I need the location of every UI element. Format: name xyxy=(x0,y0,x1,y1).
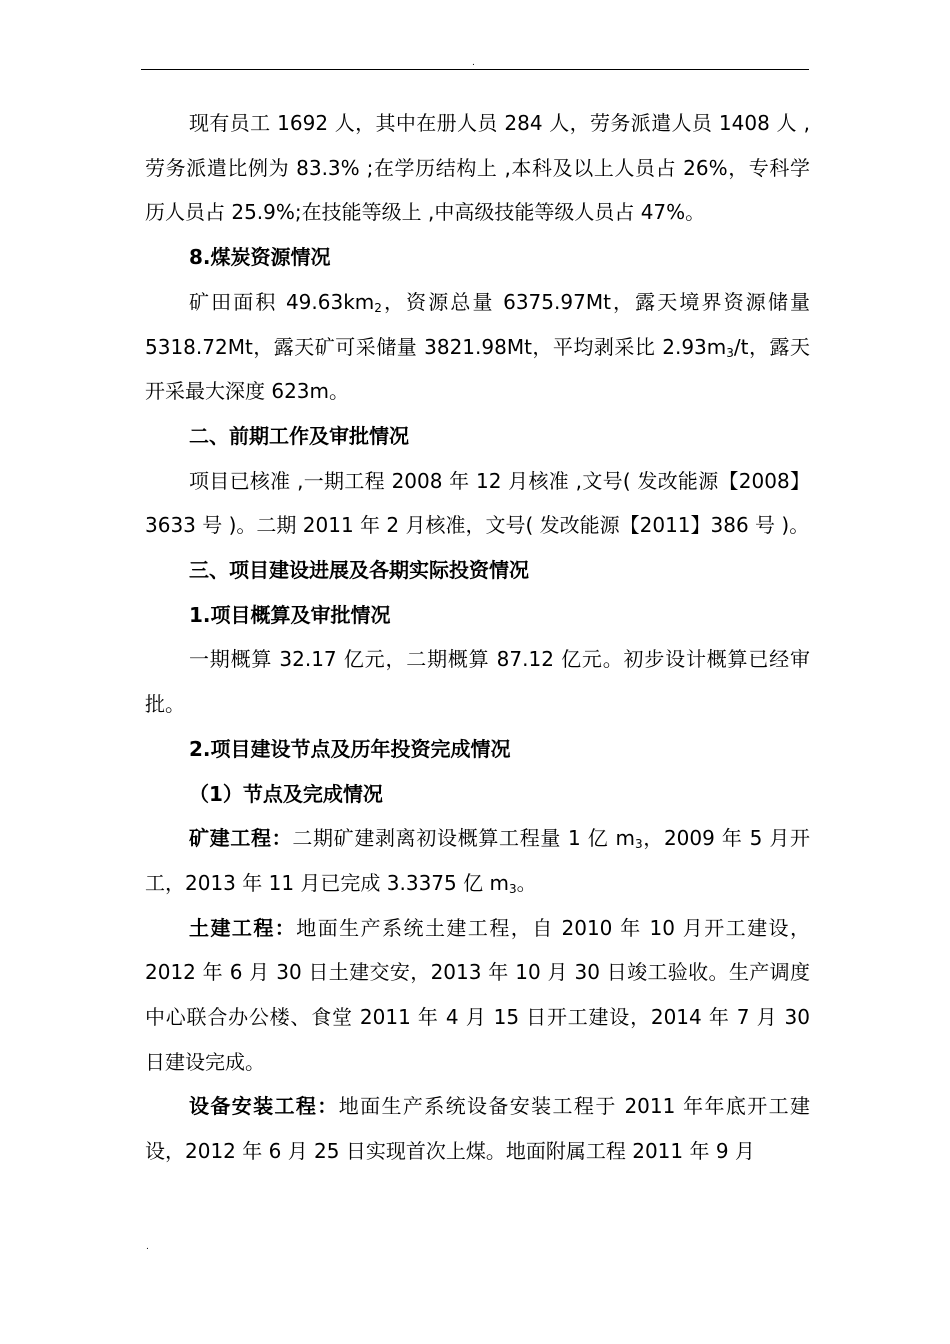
paragraph-coal-resources xyxy=(145,280,810,414)
subscript: 3 xyxy=(726,345,734,360)
text-segment: ，2009 年 5 月开工，2013 年 11 月已完成 3.3375 亿 m xyxy=(145,826,810,895)
subscript: 3 xyxy=(508,881,517,896)
text-segment: 地面生产系统设备安装工程于 2011 年年底开工建设，2012 年 6 月 25 日实现首次上煤。地面附属工程 2011 年 9 月 xyxy=(145,1094,811,1164)
paragraph-mining-works xyxy=(145,816,810,905)
heading-milestones: （1）节点及完成情况 xyxy=(189,781,383,806)
paragraph-budget: 一期概算 32.17 亿元，二期概算 87.12 亿元。初步设计概算已经审批。 xyxy=(145,647,810,717)
label-civil-works: 土建工程： xyxy=(189,915,297,940)
text-segment: 矿田面积 49.63km xyxy=(189,289,375,314)
paragraph-civil-works xyxy=(145,906,810,1085)
text-segment: /t，露天开采最大深度 623m。 xyxy=(145,334,810,404)
heading-milestones-investment: 2.项目建设节点及历年投资完成情况 xyxy=(189,736,511,761)
label-mining-works: 矿建工程： xyxy=(189,826,293,851)
paragraph-equipment-installation xyxy=(145,1084,810,1173)
heading-budget-approval: 1.项目概算及审批情况 xyxy=(189,602,391,627)
heading-coal-resources: 8.煤炭资源情况 xyxy=(189,245,331,270)
paragraph-staff: 现有员工 1692 人，其中在册人员 284 人，劳务派遣人员 1408 人 ,劳务派遣比例为 83.3% ;在学历结构上 ,本科及以上人员占 26%，专科学历人员占 25.9%;在技能等级上 ,中高级技能等级人员占 47%。 xyxy=(145,111,810,225)
footer-mark: . xyxy=(146,1242,149,1252)
heading-preliminary-work: 二、前期工作及审批情况 xyxy=(189,423,409,448)
subscript: 3 xyxy=(634,837,643,852)
subscript: 2 xyxy=(374,300,382,315)
label-equipment-installation: 设备安装工程： xyxy=(189,1094,339,1119)
text-segment: 地面生产系统土建工程，自 2010 年 10 月开工建设，2012 年 6 月 30 日土建交安，2013 年 10 月 30 日竣工验收。生产调度中心联合办公楼、食堂 2011 年 4 月 15 日开工建设，2014 年 7 月 30 日建设完成。 xyxy=(145,915,810,1074)
document-body xyxy=(145,101,810,1174)
text-segment: 。 xyxy=(516,870,537,895)
text-segment: ，资源总量 6375.97Mt，露天境界资源储量 5318.72Mt，露天矿可采储量 3821.98Mt，平均剥采比 2.93m xyxy=(145,289,810,359)
heading-construction-progress: 三、项目建设进展及各期实际投资情况 xyxy=(189,558,529,583)
header-mark: . xyxy=(472,58,475,68)
text-segment: 二期矿建剥离初设概算工程量 1 亿 m xyxy=(292,826,635,851)
header-rule xyxy=(141,69,809,70)
paragraph-approval: 项目已核准 ,一期工程 2008 年 12 月核准 ,文号( 发改能源【2008】3633 号 )。二期 2011 年 2 月核准，文号( 发改能源【2011】386 号 )。 xyxy=(145,468,810,538)
